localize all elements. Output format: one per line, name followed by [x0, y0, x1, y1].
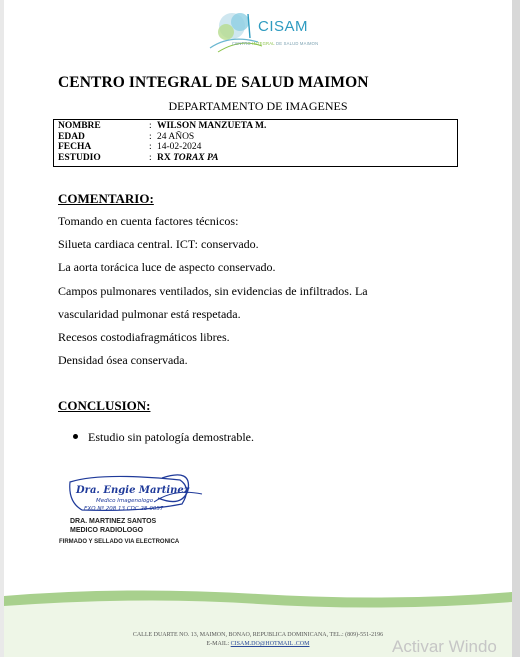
comment-line: Recesos costodiafragmáticos libres.	[58, 330, 230, 344]
info-value: RX TORAX PA	[157, 152, 219, 163]
footer-email-link[interactable]: CISAM.DO@HOTMAIL .COM	[230, 641, 310, 647]
activation-watermark: Activar Windo	[392, 637, 497, 656]
comment-line: Tomando en cuenta factores técnicos:	[58, 214, 239, 228]
doctor-role: MEDICO RADIOLOGO	[70, 527, 144, 534]
info-row-date: FECHA : 14-02-2024	[58, 142, 202, 152]
bullet-icon	[73, 434, 78, 439]
stamp-name: Dra. Engie Martinez	[76, 485, 190, 496]
info-row-name: NOMBRE : WILSON MANZUETA M.	[58, 121, 267, 131]
info-value: 24 AÑOS	[157, 131, 195, 142]
logo-wordmark: CISAM	[258, 18, 309, 35]
signature-note: FIRMADO Y SELLADO VIA ELECTRONICA	[59, 539, 180, 545]
comment-heading: COMENTARIO:	[58, 191, 154, 206]
comment-line: Densidad ósea conservada.	[58, 353, 188, 367]
report-page	[4, 0, 512, 657]
department-title: DEPARTAMENTO DE IMAGENES	[168, 99, 348, 113]
conclusion-heading: CONCLUSION:	[58, 398, 151, 413]
logo-subtitle: CENTRO INTEGRAL DE SALUD MAIMON	[232, 41, 319, 46]
info-row-age: EDAD : 24 AÑOS	[58, 131, 195, 142]
info-row-study: ESTUDIO : RX TORAX PA	[58, 152, 219, 163]
info-label: NOMBRE	[58, 121, 101, 131]
info-label: FECHA	[58, 142, 92, 152]
info-label: ESTUDIO	[58, 152, 101, 163]
stamp-exq: EXQ Nº 208 13 CDC 28-0057	[84, 506, 164, 512]
doctor-name-block	[70, 517, 156, 535]
comment-line: Silueta cardiaca central. ICT: conservado.	[58, 237, 259, 251]
footer-email-line: E-MAIL: CISAM.DO@HOTMAIL .COM	[206, 641, 310, 647]
comment-line: vascularidad pulmonar está respetada.	[58, 307, 241, 321]
footer-address: CALLE DUARTE NO. 13, MAIMON, BONAO, REPUBLICA DOMINICANA, TEL.: (809)-551-2196	[132, 632, 384, 638]
info-label: EDAD	[58, 131, 85, 142]
comment-line: La aorta torácica luce de aspecto conservado.	[58, 260, 276, 274]
info-value: WILSON MANZUETA M.	[157, 121, 267, 131]
patient-info-box	[53, 119, 458, 167]
conclusion-item: Estudio sin patología demostrable.	[88, 430, 254, 444]
info-value: 14-02-2024	[157, 142, 202, 152]
institution-title: CENTRO INTEGRAL DE SALUD MAIMON	[58, 74, 369, 91]
comment-line: Campos pulmonares ventilados, sin evidencias de infiltrados. La	[58, 284, 368, 298]
stamp-role: Medico Imagenologo	[96, 498, 154, 504]
doctor-name: DRA. MARTINEZ SANTOS	[70, 518, 157, 525]
page-edge	[512, 0, 520, 657]
